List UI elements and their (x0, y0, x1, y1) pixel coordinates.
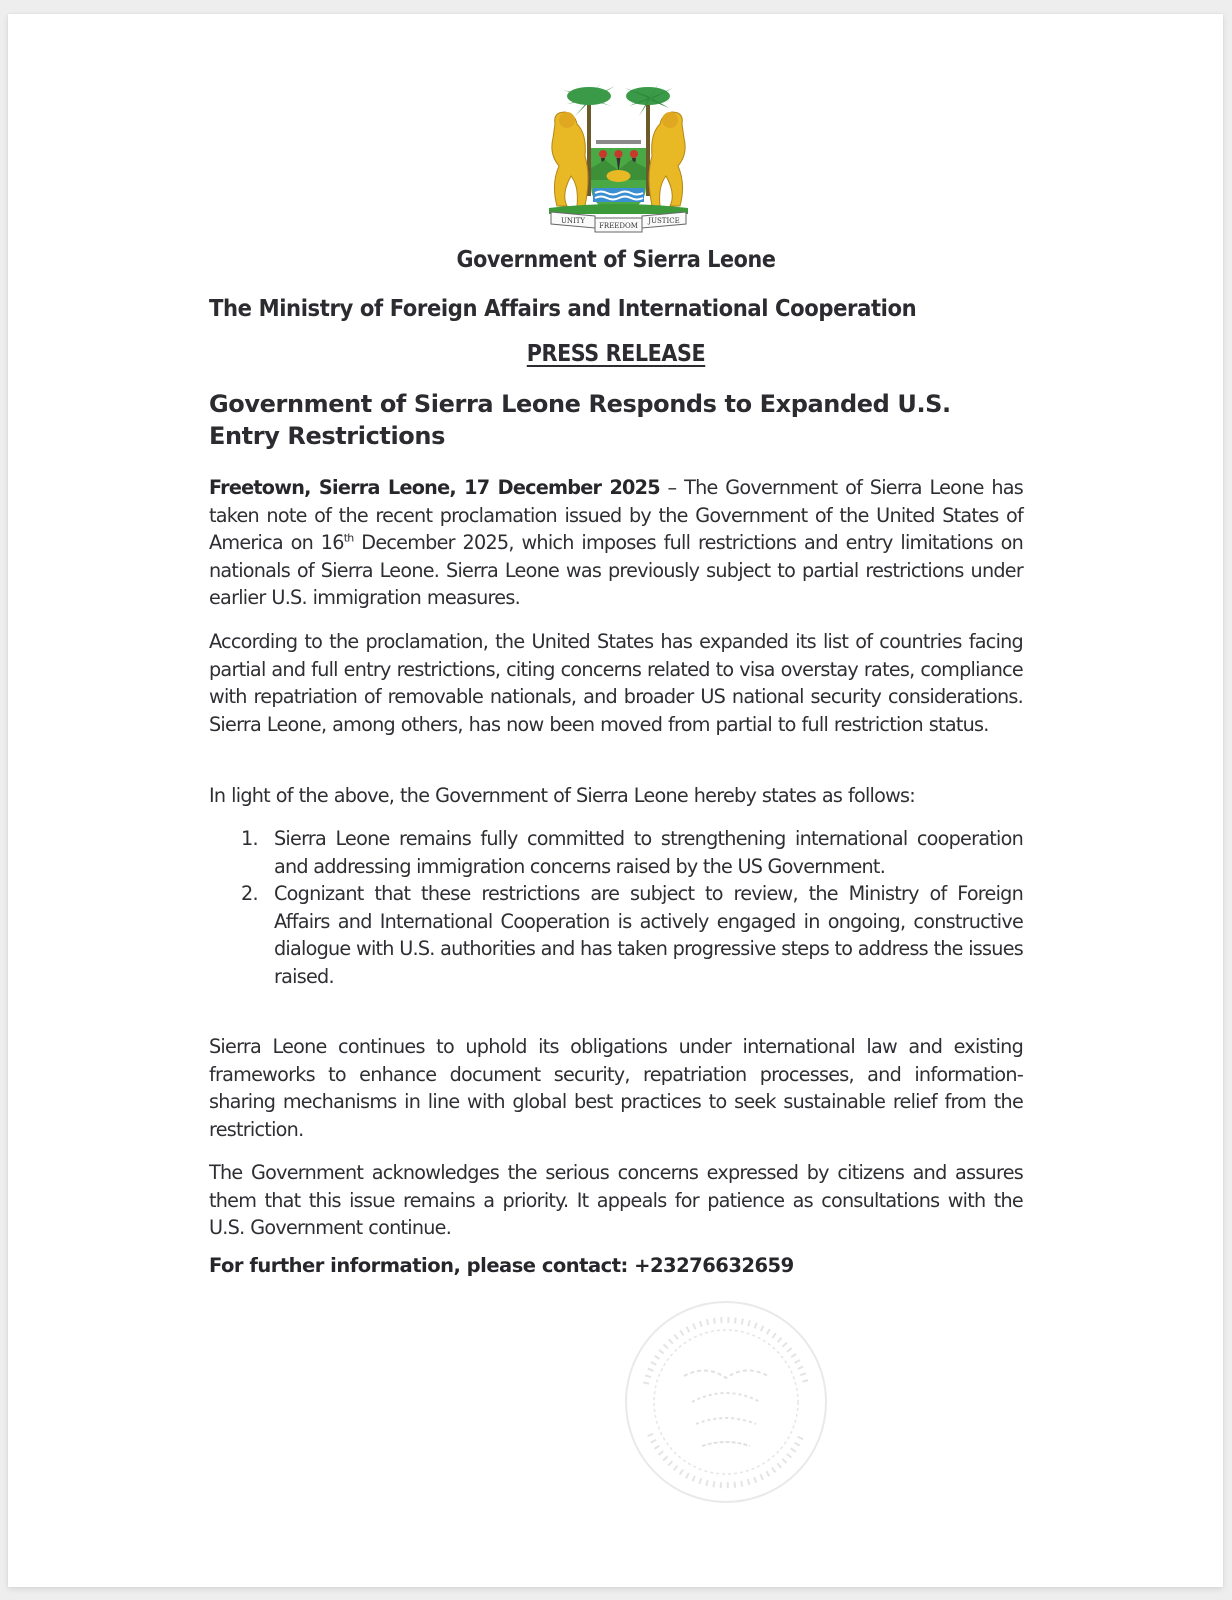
list-number: 2. (241, 882, 258, 905)
press-release-label: PRESS RELEASE (526, 341, 706, 367)
intro-text-a: The Government of Sierra Leone has taken note of the recent proclamation issued by the Government of the United States of America on 16 (209, 476, 1023, 554)
press-release-title: Government of Sierra Leone Responds to Expanded U.S. Entry Restrictions (209, 390, 951, 450)
embossed-seal-icon (606, 1284, 846, 1524)
proclamation-paragraph: According to the proclamation, the United States has expanded its list of countries facing partial and full entry restrictions, citing concerns related to visa overstay rates, compliance with repatriation of removable nationals, and broader US national security considerations. Sierra Leone, among others, has now been moved from partial to full restriction status. (209, 630, 1023, 736)
statement-intro: In light of the above, the Government of Sierra Leone hereby states as follows: (209, 784, 915, 807)
motto-justice: JUSTICE (648, 217, 680, 225)
coat-of-arms-icon (541, 76, 696, 236)
intro-text-b: December 2025, which imposes full restrictions and entry limitations on nationals of Sierra Leone. Sierra Leone was previously subject to partial restrictions under earlier U.S. immigration measures. (209, 531, 1023, 609)
motto-unity: UNITY (560, 217, 586, 225)
contact-line (209, 1254, 794, 1277)
document-page (8, 14, 1223, 1587)
lion-left (552, 112, 588, 206)
contact-label: For further information, please contact: (209, 1254, 635, 1277)
ordinal-suffix: th (343, 531, 354, 545)
lion-right (649, 112, 685, 206)
dateline: Freetown, Sierra Leone, 17 December 2025 (209, 476, 660, 499)
motto-scroll (551, 212, 686, 232)
list-text: Cognizant that these restrictions are subject to review, the Ministry of Foreign Affairs and International Cooperation is actively engaged in ongoing, constructive dialogue with U.S. authorities and has taken progressive steps to address the issues raised. (274, 882, 1023, 988)
statement-list (209, 825, 1023, 990)
list-number: 1. (241, 827, 258, 850)
motto-freedom: FREEDOM (599, 222, 638, 230)
list-item (209, 880, 1023, 990)
contact-phone[interactable]: +23276632659 (634, 1254, 794, 1277)
government-heading: Government of Sierra Leone (456, 247, 776, 273)
list-text: Sierra Leone remains fully committed to strengthening international cooperation and addressing immigration concerns raised by the US Government. (274, 827, 1023, 878)
intro-paragraph (209, 474, 1023, 612)
acknowledgement-paragraph: The Government acknowledges the serious concerns expressed by citizens and assures them that this issue remains a priority. It appeals for patience as consultations with the U.S. Government continue. (209, 1161, 1023, 1239)
dateline-dash: – (659, 476, 685, 499)
obligations-paragraph: Sierra Leone continues to uphold its obligations under international law and existing frameworks to enhance document security, repatriation processes, and information-sharing mechanisms in line with global best practices to seek sustainable relief from the restriction. (209, 1035, 1023, 1141)
list-item (209, 825, 1023, 880)
ministry-heading: The Ministry of Foreign Affairs and International Cooperation (209, 294, 917, 322)
shield (591, 138, 646, 214)
